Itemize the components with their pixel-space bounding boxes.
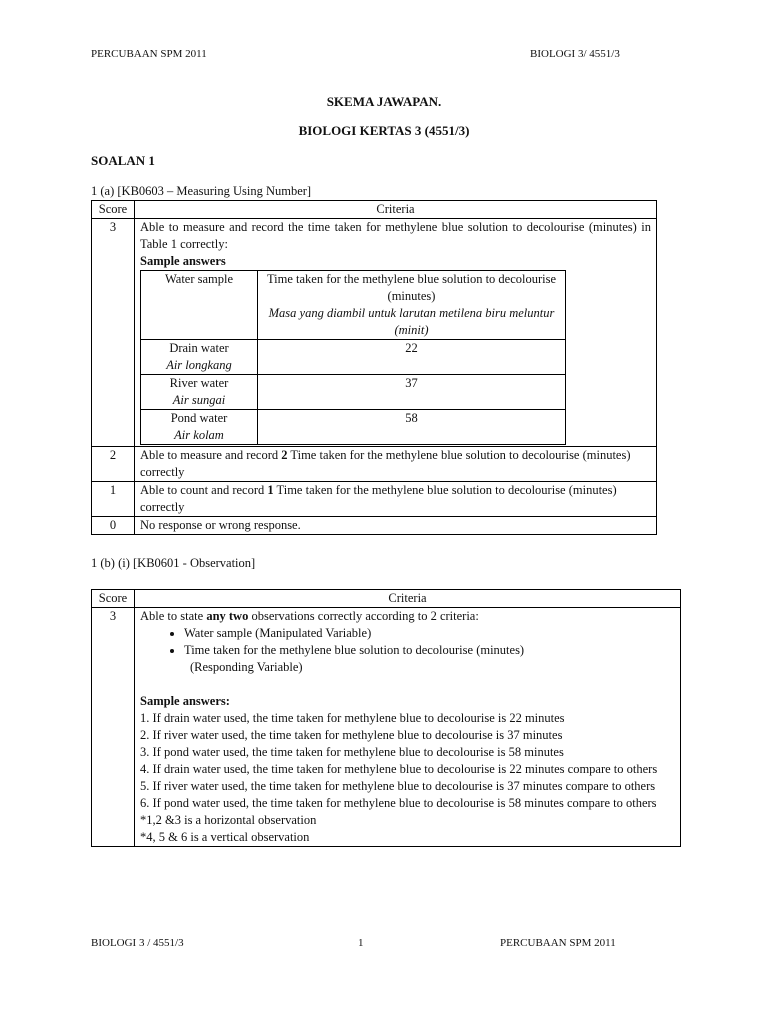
answer-item: 5. If river water used, the time taken for methylene blue to decolourise is 37 minutes compare to others <box>140 779 656 793</box>
part-b-heading: 1 (b) (i) [KB0601 - Observation] <box>91 556 256 570</box>
bullet-item: • Time taken for the methylene blue solution to decolourise (minutes) <box>184 642 675 659</box>
score-header: Score <box>92 201 135 219</box>
answer-item: 4. If drain water used, the time taken for methylene blue to decolourise is 22 minutes compare to others <box>140 762 658 776</box>
criteria-cell <box>135 482 657 517</box>
sample-ms: Air kolam <box>174 428 224 442</box>
score-header: Score <box>92 590 135 608</box>
time-value: 22 <box>258 340 566 375</box>
footer-right: PERCUBAAN SPM 2011 <box>500 937 616 949</box>
water-sample-header: Water sample <box>141 271 258 340</box>
intro-pre: Able to state <box>140 609 207 623</box>
criteria-intro <box>140 608 675 625</box>
table-row <box>92 447 657 482</box>
criteria-post: Time taken for the methylene blue solution to decolourise (minutes) correctly <box>140 448 631 479</box>
inner-row <box>141 375 566 410</box>
bullet-item: • Water sample (Manipulated Variable) <box>184 625 675 642</box>
answer-item: 2. If river water used, the time taken for methylene blue to decolourise is 37 minutes <box>140 728 563 742</box>
time-header <box>258 271 566 340</box>
criteria-cell <box>135 219 657 447</box>
time-header-en: Time taken for the methylene blue solution to decolourise (minutes) <box>266 272 557 303</box>
answer-item: 1. If drain water used, the time taken for methylene blue to decolourise is 22 minutes <box>140 711 565 725</box>
sample-ms: Air sungai <box>172 393 226 407</box>
table-row <box>92 482 657 517</box>
score-cell: 3 <box>92 219 135 447</box>
inner-row <box>141 340 566 375</box>
criteria-cell <box>135 608 681 847</box>
criteria-bullets <box>140 625 675 659</box>
header-left: PERCUBAAN SPM 2011 <box>91 48 207 60</box>
score-cell: 1 <box>92 482 135 517</box>
table-header-row <box>92 201 657 219</box>
sample-answers-list <box>140 710 675 812</box>
criteria-post: Time taken for the methylene blue solution to decolourise (minutes) correctly <box>140 483 617 514</box>
table-header-row <box>92 590 681 608</box>
table-row <box>92 517 657 535</box>
sample-ms: Air longkang <box>166 358 232 372</box>
inner-row <box>141 410 566 445</box>
page-number: 1 <box>358 937 364 949</box>
page-title: SKEMA JAWAPAN. <box>326 94 442 109</box>
criteria-pre: Able to measure and record <box>140 448 282 462</box>
bullet-continuation: (Responding Variable) <box>190 660 303 674</box>
sample-answers-label: Sample answers: <box>140 694 230 708</box>
criteria-pre: Able to count and record <box>140 483 268 497</box>
intro-bold: any two <box>206 609 249 623</box>
score-cell: 0 <box>92 517 135 535</box>
sample-en: River water <box>169 376 229 390</box>
header-right: BIOLOGI 3/ 4551/3 <box>530 48 620 60</box>
question-heading: SOALAN 1 <box>91 153 155 168</box>
sample-en: Drain water <box>169 341 229 355</box>
criteria-cell: No response or wrong response. <box>135 517 657 535</box>
sample-cell <box>141 375 258 410</box>
intro-post: observations correctly according to 2 criteria: <box>248 609 479 623</box>
criteria-cell <box>135 447 657 482</box>
sample-cell <box>141 340 258 375</box>
answer-item: 6. If pond water used, the time taken for methylene blue to decolourise is 58 minutes compare to others <box>140 796 657 810</box>
criteria-header: Criteria <box>135 201 657 219</box>
part-b-table <box>91 589 681 847</box>
criteria-text: Able to measure and record the time taken for methylene blue solution to decolourise (minutes) in Table 1 correctly: <box>140 220 651 251</box>
sample-answer-table <box>140 270 566 445</box>
answer-item: 3. If pond water used, the time taken for methylene blue to decolourise is 58 minutes <box>140 745 564 759</box>
sample-cell <box>141 410 258 445</box>
criteria-header: Criteria <box>135 590 681 608</box>
criteria-count: 1 <box>267 483 274 497</box>
time-value: 58 <box>258 410 566 445</box>
part-a-table <box>91 200 657 535</box>
table-row <box>92 608 681 847</box>
table-row <box>92 219 657 447</box>
score-cell: 2 <box>92 447 135 482</box>
page-subtitle: BIOLOGI KERTAS 3 (4551/3) <box>298 123 470 138</box>
score-cell: 3 <box>92 608 135 847</box>
footer-left: BIOLOGI 3 / 4551/3 <box>91 937 184 949</box>
inner-header-row <box>141 271 566 340</box>
note-vertical: *4, 5 & 6 is a vertical observation <box>140 830 310 844</box>
time-header-ms: Masa yang diambil untuk larutan metilena biru meluntur (minit) <box>268 306 555 337</box>
part-a-heading: 1 (a) [KB0603 – Measuring Using Number] <box>91 184 312 198</box>
sample-answers-label: Sample answers <box>140 254 226 268</box>
sample-en: Pond water <box>170 411 228 425</box>
time-value: 37 <box>258 375 566 410</box>
criteria-count: 2 <box>281 448 288 462</box>
note-horizontal: *1,2 &3 is a horizontal observation <box>140 813 317 827</box>
